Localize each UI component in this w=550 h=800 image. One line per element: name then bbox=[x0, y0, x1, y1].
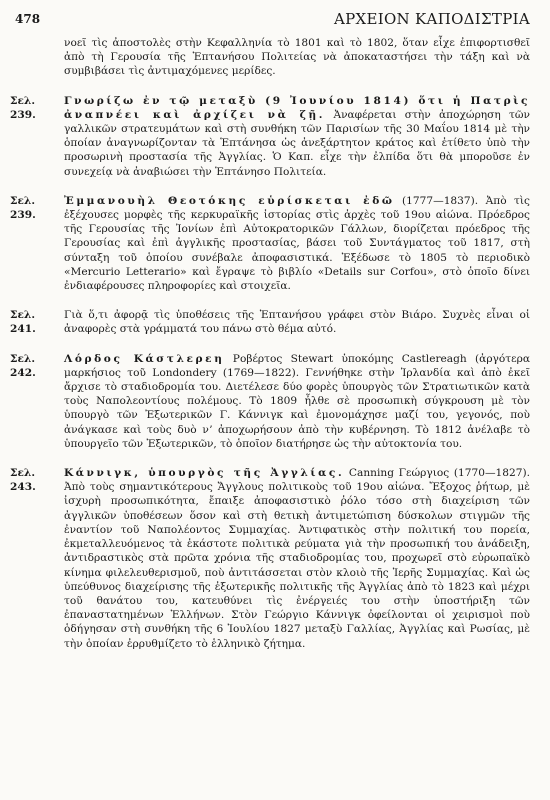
note-body bbox=[64, 94, 530, 179]
page-number: 478 bbox=[15, 12, 41, 26]
note-body bbox=[64, 308, 530, 336]
note-keyword: Λόρδος Κάστλερεη bbox=[64, 352, 225, 365]
note-entry bbox=[10, 352, 530, 451]
note-entry bbox=[10, 94, 530, 179]
note-keyword: Γνωρίζω ἐν τῷ μεταξὺ (9 Ἰουνίου 1814) ὅτι ἡ Πατρὶς ἀναπνέει καὶ ἀρχίζει νὰ ζῇ. bbox=[64, 94, 530, 121]
note-text: Ροβέρτος Stewart ὑποκόμης Castlereagh (ἀργότερα μαρκήσιος τοῦ Londondery (1769—1822). Γεννήθηκε στὴν Ἰρλανδία καὶ ἀπὸ ἐκεῖ ἄρχισε τὸ σταδιοδρομία του. Διετέλεσε δύο φορὲς ὑπουργὸς τῶν Στρατιωτικῶν κατὰ τοὺς Ναπολεοντίους πολέμους. Τὸ 1809 ἦλθε σὲ προσωπικὴ σύγκρουση μὲ τὸν ὑπουργὸ τῶν Ἐξωτερικῶν Γ. Κάννιγκ καὶ ἐμονομάχησε μαζί του, γεγονός, ποὺ ἀνάγκασε καὶ τοὺς δυὸ νʼ ἀποχωρήσουν ἀπὸ τὴν κυβέρνηση. Τὸ 1812 ἀνέλαβε τὸ ὑπουργεῖο τῶν Ἐξωτερικῶν, τὸ ὁποῖον διατήρησε ὡς τὴν αὐτοκτονία του. bbox=[64, 352, 530, 450]
note-entry bbox=[10, 194, 530, 293]
note-keyword: Ἐμμανουὴλ Θεοτόκης εὑρίσκεται ἐδῶ bbox=[64, 194, 395, 207]
continuation-paragraph: νοεῖ τὶς ἀποστολὲς στὴν Κεφαλληνία τὸ 1801 καὶ τὸ 1802, ὅταν εἶχε ἐπιφορτισθεῖ ἀπὸ τὴ Γερουσία τῆς Ἑπτανήσου Πολιτείας νὰ ἀποκαταστήσει τὴν τάξη καὶ νὰ συμβιβάσει τὶς ἀντιμαχόμενες μερίδες. bbox=[64, 37, 530, 78]
page-reference: Σελ. 243. bbox=[10, 467, 36, 494]
page-reference: Σελ. 239. bbox=[10, 94, 36, 121]
note-body bbox=[64, 194, 530, 293]
page-reference: Σελ. 241. bbox=[10, 309, 36, 336]
page-header bbox=[10, 12, 530, 34]
page-reference: Σελ. 242. bbox=[10, 352, 36, 379]
running-head: ΑΡΧΕΙΟΝ ΚΑΠΟΔΙΣΤΡΙΑ bbox=[333, 10, 530, 28]
note-keyword: Κάννιγκ, ὑπουργὸς τῆς Ἀγγλίας. bbox=[64, 467, 345, 480]
note-entry bbox=[10, 466, 530, 651]
note-text: Canning Γεώργιος (1770—1827). Ἀπὸ τοὺς σημαντικότερους Ἄγγλους πολιτικοὺς τοῦ 19ου αἰώνα. Ἔξοχος ῥήτωρ, μὲ ἰσχυρὴ προσωπικότητα, ἔπαιξε ἀποφασιστικὸ ῥόλο τόσο στὴ διαχείριση τῶν ἀγγλικῶν ὑποθέσεων ὅσον καὶ στὴ θετικὴ ἀντιμετώπιση δύσκολων στιγμῶν τῆς ἐναντίον τοῦ Ναπολέοντος Συμμαχίας. Ἀντιφατικὸς στὴν πολιτική του πορεία, ἐκμεταλλευόμενος τὰ ἑκάστοτε πολιτικὰ ρεύματα γιὰ τὴν προσωπική του ἀνάδειξη, ἀντιδραστικὸς στὰ πρῶτα χρόνια τῆς σταδιοδρομίας του, προχωρεῖ στὸ εὐρωπαϊκὸ κίνημα φιλελευθερισμοῦ, ποὺ ἀντιτάσσεται στὸν κλοιὸ τῆς Ἱερῆς Συμμαχίας. Καὶ ὡς ὑπεύθυνος διαχείρισης τῆς ἐξωτερικῆς πολιτικῆς τῆς Ἀγγλίας ἀπὸ τὸ 1823 καὶ μέχρι τοῦ θανάτου του, κατευθύνει τὶς ἐνέργειές του στὴν ὑποστήριξη τῶν ἐπαναστατημένων Ἑλλήνων. Στὸν Γεώργιο Κάννιγκ ὀφείλονται οἱ χειρισμοὶ ποὺ ὁδήγησαν στὴ συνθήκη τῆς 6 Ἰουλίου 1827 μεταξὺ Γαλλίας, Ἀγγλίας καὶ Ρωσίας, μὲ τὴν ὁποίαν ἐρρυθμίζετο τὸ ἑλληνικὸ ζήτημα. bbox=[64, 467, 530, 650]
note-text: (1777—1837). Ἀπὸ τὶς ἐξέχουσες μορφὲς τῆς κερκυραϊκῆς ἱστορίας στὶς ἀρχὲς τοῦ 19ου αἰώνα. Πρόεδρος τῆς Γερουσίας τῆς Ἰονίων ἐπὶ Αὐτοκρατορικῶν Γάλλων, διορίζεται πρόεδρος τῆς Γερουσίας καὶ ἐπὶ ἀγγλικῆς προστασίας, βάσει τοῦ Συντάγματος τοῦ 1817, στὴ σύνταξη τοῦ ὁποίου συνέβαλε ἀποφασιστικά. Ἐξέδωσε τὸ 1805 τὸ περιοδικὸ «Mercurio Letterario» καὶ ἔγραψε τὸ βιβλίο «Details sur Corfou», στὸ ὁποῖο δίνει ἐνδιαφέρουσες πληροφορίες καὶ στοιχεῖα. bbox=[64, 194, 530, 293]
note-body bbox=[64, 352, 530, 451]
note-body bbox=[64, 466, 530, 651]
note-text: Γιὰ ὅ,τι ἀφορᾷ τὶς ὑποθέσεις τῆς Ἑπτανήσου γράφει στὸν Βιάρο. Συχνὲς εἶναι οἱ ἀναφορὲς στὰ γράμματά του πάνω στὸ θέμα αὐτό. bbox=[64, 309, 530, 336]
page-reference: Σελ. 239. bbox=[10, 194, 36, 222]
note-entry bbox=[10, 308, 530, 336]
note-text: Ἀναφέρεται στὴν ἀποχώρηση τῶν γαλλικῶν στρατευμάτων καὶ στὴ συνθήκη τῶν Παρισίων τῆς 30 Μαΐου 1814 μὲ τὴν ὁποίαν ἀναγνωρίζονταν τὰ Ἑπτάνησα ὡς ἀνεξάρτητον κράτος καὶ ἐτίθετο ὑπὸ τὴν προσωρινὴ προστασία τῆς Ἀγγλίας. Ὁ Καπ. εἶχε τὴν ἐλπίδα ὅτι θὰ μποροῦσε ἐν συνεχείᾳ νὰ ἀναβιώσει τὴν Ἑπτάνησο Πολιτεία. bbox=[64, 108, 530, 178]
